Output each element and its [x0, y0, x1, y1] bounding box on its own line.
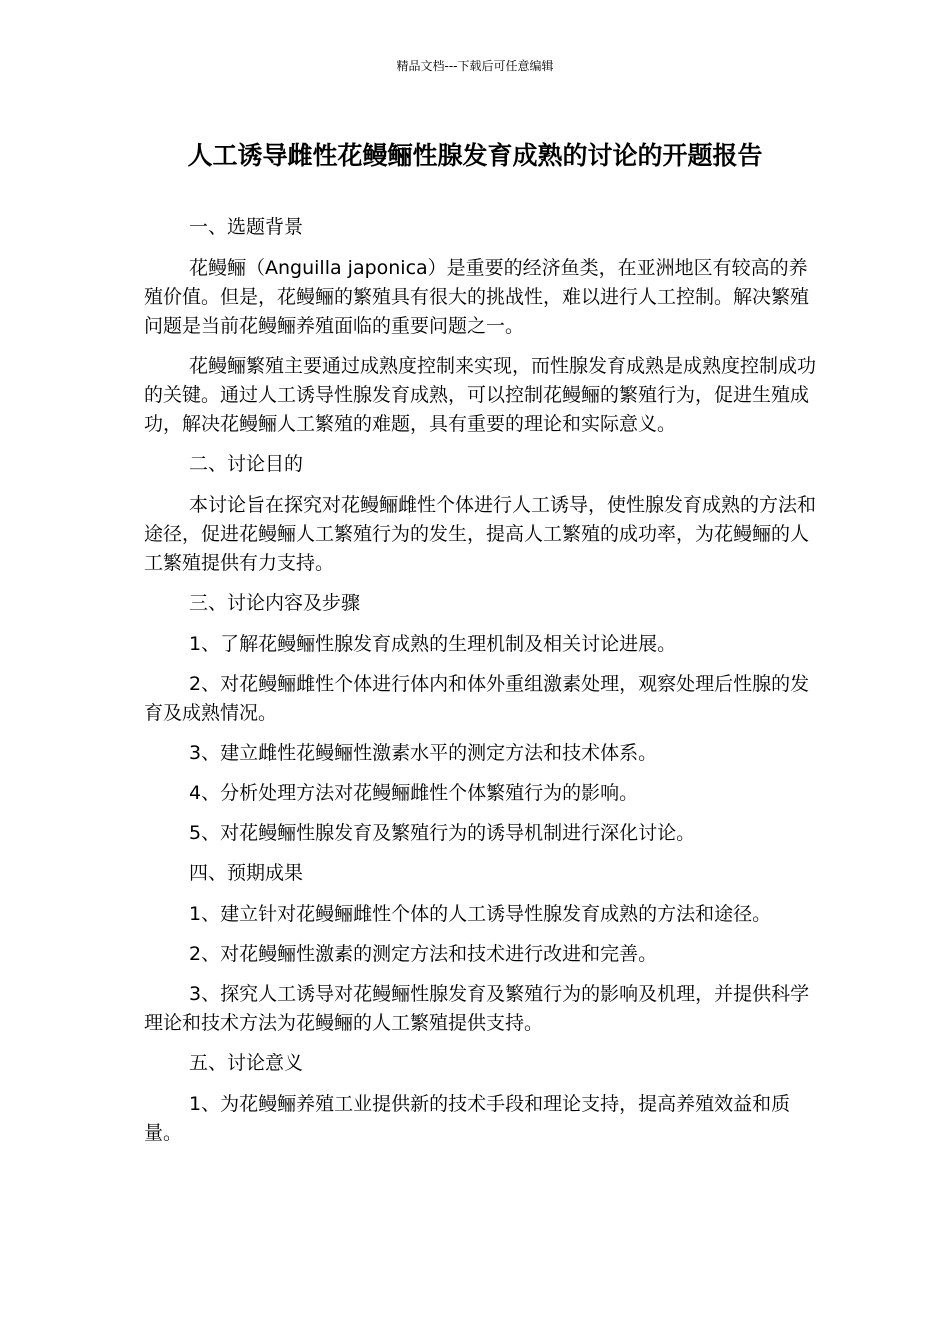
document-title: 人工诱导雌性花鳗鲡性腺发育成熟的讨论的开题报告 [187, 141, 763, 170]
list-item: 2、对花鳗鲡雌性个体进行体内和体外重组激素处理，观察处理后性腺的发育及成熟情况。 [144, 673, 810, 724]
list-item: 1、建立针对花鳗鲡雌性个体的人工诱导性腺发育成熟的方法和途径。 [189, 903, 772, 925]
list-item: 5、对花鳗鲡性腺发育及繁殖行为的诱导机制进行深化讨论。 [189, 822, 696, 844]
document-body [144, 213, 819, 1159]
section-heading-outcomes: 四、预期成果 [189, 862, 304, 884]
paragraph: 本讨论旨在探究对花鳗鲡雌性个体进行人工诱导，使性腺发育成熟的方法和途径，促进花鳗鲡人工繁殖行为的发生，提高人工繁殖的成功率，为花鳗鲡的人工繁殖提供有力支持。 [144, 494, 817, 574]
list-item: 2、对花鳗鲡性激素的测定方法和技术进行改进和完善。 [189, 943, 658, 965]
section-heading-significance: 五、讨论意义 [189, 1052, 304, 1074]
list-item: 1、了解花鳗鲡性腺发育成熟的生理机制及相关讨论进展。 [189, 633, 677, 655]
section-heading-background: 一、选题背景 [189, 216, 304, 238]
list-item: 1、为花鳗鲡养殖工业提供新的技术手段和理论支持，提高养殖效益和质量。 [144, 1093, 791, 1144]
paragraph: 花鳗鲡（Anguilla japonica）是重要的经济鱼类，在亚洲地区有较高的养殖价值。但是，花鳗鲡的繁殖具有很大的挑战性，难以进行人工控制。解决繁殖问题是当前花鳗鲡养殖面临的重要问题之一。 [144, 257, 810, 337]
list-item: 4、分析处理方法对花鳗鲡雌性个体繁殖行为的影响。 [189, 782, 639, 804]
section-heading-content: 三、讨论内容及步骤 [189, 592, 361, 614]
paragraph: 花鳗鲡繁殖主要通过成熟度控制来实现，而性腺发育成熟是成熟度控制成功的关键。通过人工诱导性腺发育成熟，可以控制花鳗鲡的繁殖行为，促进生殖成功，解决花鳗鲡人工繁殖的难题，具有重要的理论和实际意义。 [144, 355, 817, 435]
list-item: 3、建立雌性花鳗鲡性激素水平的测定方法和技术体系。 [189, 742, 658, 764]
header-note: 精品文档---下载后可任意编辑 [396, 59, 554, 73]
section-heading-purpose: 二、讨论目的 [189, 453, 304, 475]
list-item: 3、探究人工诱导对花鳗鲡性腺发育及繁殖行为的影响及机理，并提供科学理论和技术方法为花鳗鲡的人工繁殖提供支持。 [144, 983, 810, 1034]
